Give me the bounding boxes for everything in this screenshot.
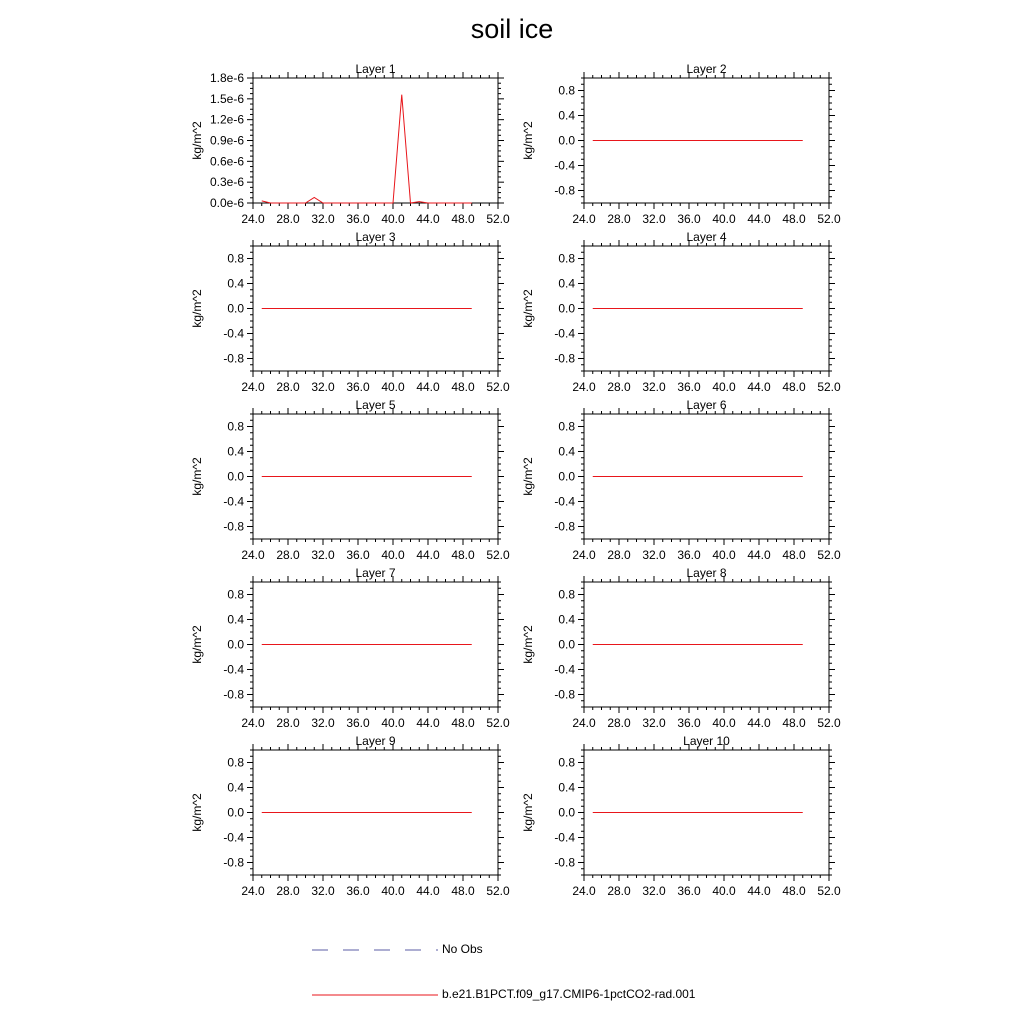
x-tick-label: 28.0 [607, 716, 631, 730]
panel-7 [190, 566, 510, 730]
x-tick-label: 28.0 [607, 380, 631, 394]
y-tick-label: 0.4 [558, 612, 575, 627]
x-tick-label: 52.0 [486, 884, 510, 898]
y-tick-label: 0.4 [227, 276, 244, 291]
panel-3 [190, 230, 510, 394]
x-tick-label: 24.0 [572, 884, 596, 898]
x-tick-label: 40.0 [381, 548, 405, 562]
x-tick-label: 40.0 [381, 716, 405, 730]
y-axis-label: kg/m^2 [521, 793, 535, 832]
x-tick-label: 52.0 [486, 212, 510, 226]
panel-title: Layer 5 [355, 398, 396, 412]
y-tick-label: -0.4 [223, 326, 244, 341]
x-tick-label: 48.0 [782, 212, 806, 226]
y-tick-label: 0.8 [558, 587, 575, 602]
x-tick-label: 52.0 [817, 548, 841, 562]
x-tick-label: 52.0 [486, 380, 510, 394]
x-tick-label: 36.0 [677, 380, 701, 394]
x-tick-label: 40.0 [712, 380, 736, 394]
y-axis-label: kg/m^2 [190, 289, 204, 328]
x-tick-label: 40.0 [712, 884, 736, 898]
y-tick-label: 1.2e-6 [209, 112, 244, 127]
y-tick-label: -0.4 [554, 494, 575, 509]
plot-frame [253, 78, 498, 203]
x-tick-label: 40.0 [712, 716, 736, 730]
x-tick-label: 52.0 [817, 716, 841, 730]
x-tick-label: 32.0 [311, 380, 335, 394]
y-tick-label: 0.4 [558, 444, 575, 459]
x-tick-label: 24.0 [241, 380, 265, 394]
y-tick-label: 0.0 [227, 805, 244, 820]
y-tick-label: -0.8 [223, 519, 244, 534]
x-tick-label: 52.0 [817, 212, 841, 226]
x-tick-label: 40.0 [712, 212, 736, 226]
y-tick-label: 0.0 [227, 637, 244, 652]
x-tick-label: 48.0 [451, 380, 475, 394]
y-tick-label: 0.0 [558, 469, 575, 484]
y-tick-label: 0.0e-6 [209, 196, 244, 210]
y-tick-label: 0.4 [558, 780, 575, 795]
y-axis-label: kg/m^2 [521, 121, 535, 160]
x-tick-label: 52.0 [486, 716, 510, 730]
panel-title: Layer 8 [686, 566, 727, 580]
y-axis-label: kg/m^2 [521, 289, 535, 328]
y-tick-label: 0.8 [227, 251, 244, 266]
x-tick-label: 28.0 [276, 716, 300, 730]
x-tick-label: 24.0 [572, 212, 596, 226]
y-tick-label: 0.4 [227, 780, 244, 795]
y-tick-label: -0.4 [223, 662, 244, 677]
x-tick-label: 44.0 [416, 884, 440, 898]
legend-model-label: b.e21.B1PCT.f09_g17.CMIP6-1pctCO2-rad.001 [442, 987, 696, 1001]
panel-title: Layer 9 [355, 734, 396, 748]
x-tick-label: 48.0 [782, 716, 806, 730]
panel-1 [190, 62, 510, 226]
y-tick-label: 0.8 [558, 755, 575, 770]
x-tick-label: 32.0 [642, 548, 666, 562]
panel-2 [521, 62, 841, 226]
panel-title: Layer 10 [683, 734, 730, 748]
x-tick-label: 32.0 [311, 884, 335, 898]
x-tick-label: 48.0 [782, 380, 806, 394]
x-tick-label: 32.0 [642, 884, 666, 898]
panel-9 [190, 734, 510, 898]
y-tick-label: -0.8 [223, 855, 244, 870]
y-tick-label: -0.4 [554, 662, 575, 677]
y-tick-label: 0.6e-6 [209, 154, 244, 169]
x-tick-label: 24.0 [572, 548, 596, 562]
x-tick-label: 52.0 [486, 548, 510, 562]
x-tick-label: 44.0 [747, 884, 771, 898]
panel-title: Layer 7 [355, 566, 396, 580]
y-tick-label: -0.8 [554, 351, 575, 366]
x-tick-label: 36.0 [346, 212, 370, 226]
x-tick-label: 44.0 [747, 380, 771, 394]
x-tick-label: 40.0 [381, 884, 405, 898]
legend-obs-label: No Obs [442, 942, 483, 956]
y-axis-label: kg/m^2 [190, 793, 204, 832]
panel-title: Layer 6 [686, 398, 727, 412]
y-tick-label: 0.0 [227, 469, 244, 484]
x-tick-label: 28.0 [276, 380, 300, 394]
y-tick-label: 1.5e-6 [209, 91, 244, 106]
x-tick-label: 48.0 [782, 884, 806, 898]
x-tick-label: 24.0 [241, 884, 265, 898]
y-axis-label: kg/m^2 [521, 457, 535, 496]
y-tick-label: 0.4 [558, 108, 575, 123]
y-axis-label: kg/m^2 [521, 625, 535, 664]
figure-title: soil ice [470, 14, 554, 44]
panel-title: Layer 4 [686, 230, 727, 244]
y-tick-label: 0.8 [558, 419, 575, 434]
x-tick-label: 32.0 [642, 212, 666, 226]
x-tick-label: 24.0 [572, 380, 596, 394]
x-tick-label: 48.0 [782, 548, 806, 562]
x-tick-label: 28.0 [276, 884, 300, 898]
y-tick-label: 0.0 [558, 805, 575, 820]
y-tick-label: -0.4 [554, 326, 575, 341]
y-tick-label: -0.4 [554, 158, 575, 173]
x-tick-label: 48.0 [451, 212, 475, 226]
y-tick-label: 1.8e-6 [209, 71, 244, 85]
y-tick-label: -0.4 [223, 830, 244, 845]
x-tick-label: 44.0 [747, 548, 771, 562]
panel-title: Layer 1 [355, 62, 396, 76]
y-tick-label: -0.8 [223, 351, 244, 366]
y-tick-label: 0.4 [558, 276, 575, 291]
y-tick-label: -0.8 [554, 519, 575, 534]
x-tick-label: 36.0 [346, 884, 370, 898]
y-tick-label: 0.0 [558, 637, 575, 652]
x-tick-label: 40.0 [381, 212, 405, 226]
panel-8 [521, 566, 841, 730]
y-tick-label: -0.8 [223, 687, 244, 702]
x-tick-label: 36.0 [346, 716, 370, 730]
x-tick-label: 24.0 [241, 212, 265, 226]
x-tick-label: 32.0 [642, 716, 666, 730]
x-tick-label: 48.0 [451, 884, 475, 898]
y-tick-label: 0.8 [227, 419, 244, 434]
x-tick-label: 32.0 [311, 212, 335, 226]
x-tick-label: 36.0 [346, 548, 370, 562]
x-tick-label: 36.0 [677, 716, 701, 730]
y-tick-label: 0.9e-6 [209, 133, 244, 148]
x-tick-label: 52.0 [817, 884, 841, 898]
x-tick-label: 28.0 [607, 884, 631, 898]
y-axis-label: kg/m^2 [190, 625, 204, 664]
x-tick-label: 24.0 [241, 716, 265, 730]
panel-10 [521, 734, 841, 898]
x-tick-label: 28.0 [276, 548, 300, 562]
y-tick-label: 0.8 [227, 755, 244, 770]
x-tick-label: 32.0 [311, 548, 335, 562]
y-tick-label: 0.0 [558, 133, 575, 148]
x-tick-label: 36.0 [677, 548, 701, 562]
x-tick-label: 40.0 [712, 548, 736, 562]
panel-title: Layer 3 [355, 230, 396, 244]
x-tick-label: 44.0 [416, 212, 440, 226]
x-tick-label: 36.0 [346, 380, 370, 394]
x-tick-label: 48.0 [451, 548, 475, 562]
y-tick-label: -0.8 [554, 183, 575, 198]
y-tick-label: 0.0 [227, 301, 244, 316]
y-tick-label: 0.3e-6 [209, 175, 244, 190]
x-tick-label: 44.0 [416, 716, 440, 730]
y-tick-label: 0.0 [558, 301, 575, 316]
y-tick-label: -0.8 [554, 687, 575, 702]
x-tick-label: 44.0 [416, 380, 440, 394]
y-tick-label: 0.8 [558, 83, 575, 98]
y-tick-label: 0.4 [227, 444, 244, 459]
x-tick-label: 40.0 [381, 380, 405, 394]
x-tick-label: 48.0 [451, 716, 475, 730]
y-tick-label: -0.4 [223, 494, 244, 509]
series-line [262, 95, 472, 203]
panel-4 [521, 230, 841, 394]
y-tick-label: 0.4 [227, 612, 244, 627]
y-tick-label: 0.8 [558, 251, 575, 266]
x-tick-label: 28.0 [607, 548, 631, 562]
y-axis-label: kg/m^2 [190, 457, 204, 496]
x-tick-label: 36.0 [677, 884, 701, 898]
x-tick-label: 44.0 [747, 212, 771, 226]
panel-5 [190, 398, 510, 562]
y-tick-label: -0.8 [554, 855, 575, 870]
y-tick-label: 0.8 [227, 587, 244, 602]
x-tick-label: 32.0 [642, 380, 666, 394]
x-tick-label: 52.0 [817, 380, 841, 394]
x-tick-label: 32.0 [311, 716, 335, 730]
x-tick-label: 44.0 [747, 716, 771, 730]
x-tick-label: 24.0 [572, 716, 596, 730]
x-tick-label: 28.0 [276, 212, 300, 226]
y-axis-label: kg/m^2 [190, 121, 204, 160]
x-tick-label: 36.0 [677, 212, 701, 226]
panel-6 [521, 398, 841, 562]
x-tick-label: 44.0 [416, 548, 440, 562]
y-tick-label: -0.4 [554, 830, 575, 845]
panel-title: Layer 2 [686, 62, 727, 76]
x-tick-label: 24.0 [241, 548, 265, 562]
x-tick-label: 28.0 [607, 212, 631, 226]
